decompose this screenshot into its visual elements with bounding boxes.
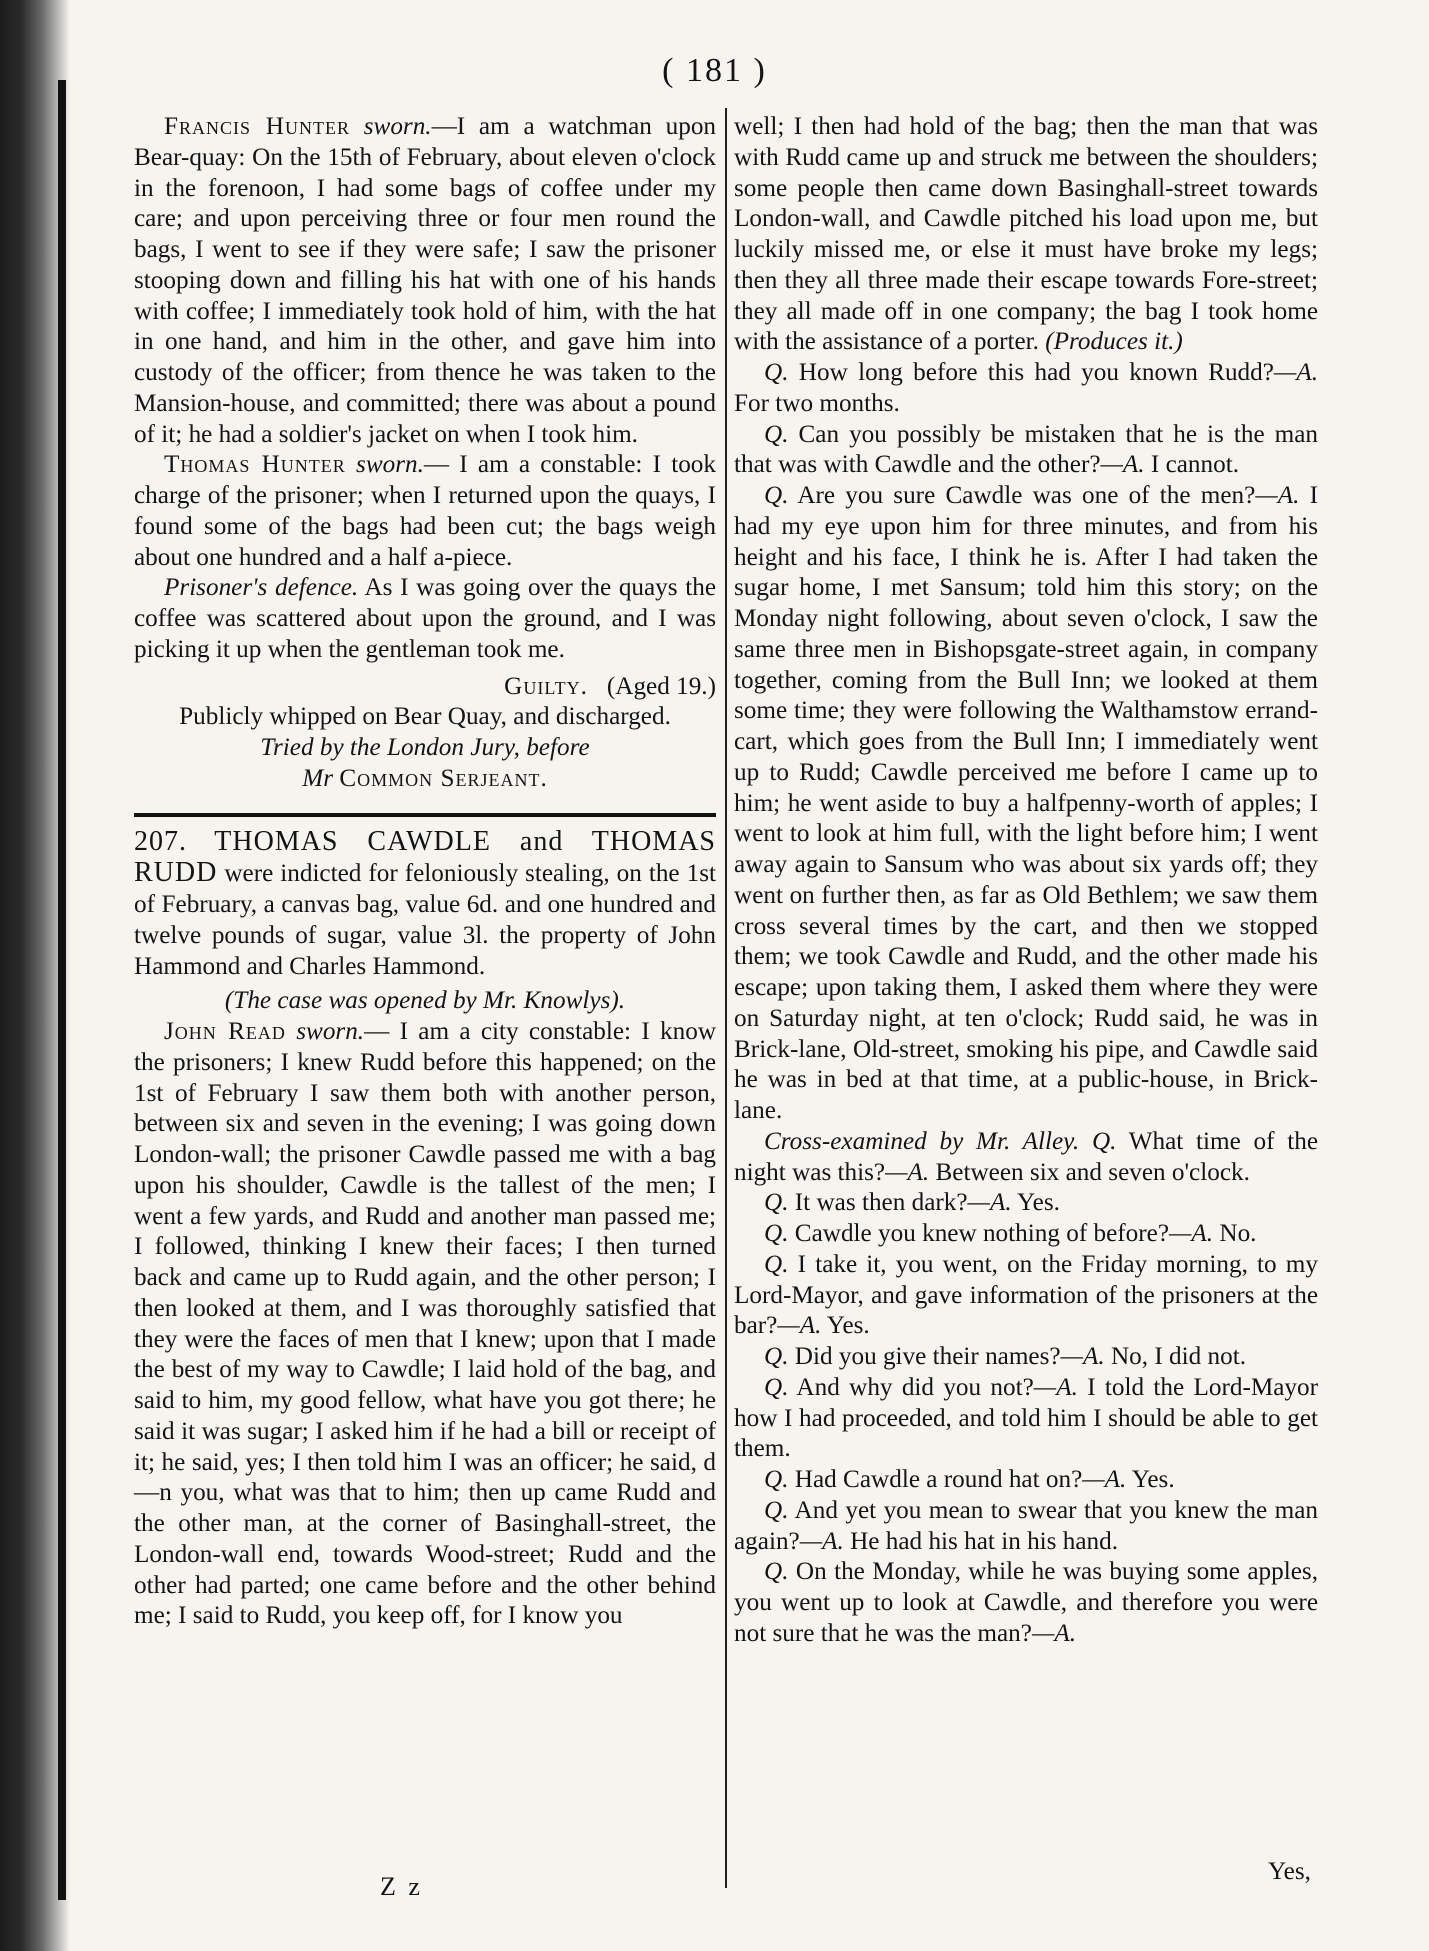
question-answer [734,1465,1318,1496]
question-answer [734,420,1318,482]
judge-line [134,764,716,795]
question-marker: Q. [764,359,789,386]
produces-note: (Produces it.) [1045,328,1183,356]
question-answer [734,481,1318,1127]
binding-edge [58,80,66,1900]
answer-marker: —A. [1033,1373,1078,1401]
answer-marker: —A. [885,1158,930,1186]
cross-examination [734,1127,1318,1189]
question-marker: Q. [764,1220,789,1247]
question-text: Can you possibly be mistaken that he is the man that was with Cawdle and the other? [734,420,1318,479]
question-marker: Q. [764,1189,789,1217]
answer-text: Yes. [1011,1189,1060,1217]
case-indictment: were indicted for feloniously stealing, on the 1st of February, a canvas bag, value 6d. and one hundred and twelve pounds of sugar, value 3l. the property of John Hammond and Charles Hammond. [134,860,716,980]
prisoner-age: (Aged 19.) [606,672,716,700]
question-marker: Q. [764,1250,789,1278]
witness-name: John Read [164,1018,286,1045]
witness-name: Francis Hunter [164,113,350,140]
signature-mark: Z z [380,1872,423,1901]
defence-text: As I was going over the quays the coffee was scattered about upon the ground, and I was picking it up when the gentleman took me. [134,574,717,663]
question-text: Are you sure Cawdle was one of the men? [788,482,1256,509]
question-text: Had Cawdle a round hat on? [788,1466,1083,1493]
answer-text: Yes. [821,1312,870,1340]
question-answer [734,1557,1318,1649]
question-text: And why did you not? [788,1373,1034,1401]
question-text: What time of the night was this? [734,1127,1318,1186]
question-marker: Q. [764,1496,789,1524]
answer-marker: —A. [799,1527,844,1555]
answer-text: I had my eye upon him for three minutes, and from his height and his face, I think he is. After I had taken the sugar home, I met Sansum; told him this story; on the Monday night following, about seven o'clock, I saw the same three men in Bishopsgate-street again, in company together, coming from the Bull Inn; we looked at them some time; they were following the Walthamstow errand-cart, which goes from the Bull Inn; I immediately went up to Rudd; Cawdle perceived me before I came up to him; he went aside to buy a halfpenny-worth of apples; I went to look at him full, with the light before him; I went away again to Sansum who was about six yards off; they went on further then, as far as Old Bethlem; we saw them cross several times by the cart, and then we stopped them; we took Cawdle and Rudd, and the other made his escape; upon taking them, I asked them where they were on Saturday night, at ten o'clock; Rudd said, he was in Brick-lane, Old-street, smoking his pipe, and Cawdle said he was in bed at that time, at a public-house, in Brick-lane. [734,482,1318,1124]
question-marker: Q. [1091,1127,1117,1155]
question-answer [734,1342,1318,1373]
question-text: Did you give their names? [788,1343,1061,1370]
question-text: And yet you mean to swear that you knew the man again? [734,1496,1318,1555]
column-divider [725,108,727,1888]
answer-marker: —A. [1255,482,1300,509]
answer-text: I cannot. [1144,451,1240,479]
sworn-label: sworn. [363,113,432,140]
case-heading [134,827,716,983]
answer-marker: —A. [1031,1619,1077,1647]
section-rule [134,813,716,817]
answer-text: For two months. [734,389,900,417]
defence-label: Prisoner's defence. [164,574,359,602]
answer-text: No, I did not. [1104,1343,1247,1370]
answer-marker: —A. [1100,451,1145,479]
verdict-line [134,672,716,703]
testimony-text: —I am a watchman upon Bear-quay: On the 15th of February, about eleven o'clock in the forenoon, I had some bags of coffee under my care; and upon perceiving three or four men round the bags, I went to see if they were safe; I saw the prisoner stooping down and filling his hat with one of his hands with coffee; I immediately took hold of him, with the hat in one hand, and him in the other, and gave him into custody of the officer; from thence he was taken to the Mansion-house, and committed; there was about a pound of it; he had a soldier's jacket on when I took him. [134,113,717,448]
question-text: It was then dark? [788,1189,968,1217]
tried-by: Tried by the London Jury, before [260,734,590,761]
testimony-continued [734,112,1318,358]
question-text: Cawdle you knew nothing of before? [788,1220,1170,1247]
left-column [134,112,716,1632]
examination-list [734,358,1318,1127]
question-text: On the Monday, while he was buying some apples, you went up to look at Cawdle, and therefore you were not sure that he was the man? [734,1558,1318,1647]
answer-marker: —A. [1060,1343,1105,1370]
question-marker: Q. [764,482,789,509]
question-marker: Q. [764,1558,789,1586]
judge-name: Common Serjeant. [339,764,548,792]
sentence: Publicly whipped on Bear Quay, and discharged. [179,703,671,731]
sworn-label: sworn. [356,451,424,479]
answer-marker: —A. [967,1189,1012,1217]
answer-text: I told the Lord-Mayor how I had proceeded, and told him I should be able to get them. [734,1373,1318,1463]
question-marker: Q. [764,1373,789,1401]
cross-examination-list [734,1188,1318,1649]
question-marker: Q. [764,420,789,448]
catchword: Yes, [1268,1858,1311,1885]
testimony-text: well; I then had hold of the bag; then the man that was with Rudd came up and struck me between the shoulders; some people then came down Basinghall-street towards London-wall, and Cawdle pitched his load upon me, but luckily missed me, or else it must have broke my legs; then they all three made their escape towards Fore-street; they all made off in one company; the bag I took home with the assistance of a porter. [734,113,1318,356]
testimony-text: — I am a constable: I took charge of the prisoner; when I returned upon the quays, I found some of the bags had been cut; the bags weigh about one hundred and a half a-piece. [134,451,716,571]
answer-text: No. [1213,1220,1257,1247]
question-answer [734,1188,1318,1219]
cross-label: Cross-examined by Mr. Alley. [764,1127,1080,1155]
case-number: 207. [134,825,187,857]
case-opened: (The case was opened by Mr. Knowlys). [224,987,626,1015]
page-number: ( 181 ) [662,52,767,89]
question-answer [734,1496,1318,1558]
answer-text: Between six and seven o'clock. [929,1158,1250,1186]
testimony-john-read [134,1017,716,1632]
question-answer [734,1250,1318,1342]
answer-marker: —A. [777,1312,822,1340]
question-marker: Q. [764,1343,789,1370]
verdict: Guilty. [504,672,588,700]
question-text: How long before this had you known Rudd? [788,359,1274,386]
question-answer [734,1373,1318,1465]
answer-marker: —A. [1169,1220,1214,1247]
right-column [734,112,1318,1650]
answer-text: Yes. [1126,1466,1175,1493]
question-answer [734,358,1318,420]
testimony-francis-hunter [134,112,716,450]
testimony-thomas-hunter [134,450,716,573]
answer-marker: —A. [1273,359,1318,386]
answer-marker: —A. [1082,1466,1127,1493]
question-text: I take it, you went, on the Friday morning, to my Lord-Mayor, and gave information of the prisoners at the bar? [734,1250,1318,1340]
testimony-text: — I am a city constable: I know the prisoners; I knew Rudd before this happened; on the 1st of February I saw them both with another person, between six and seven in the evening; I was going down London-wall; the prisoner Cawdle passed me with a bag upon his shoulder, Cawdle is the tallest of the men; I went a few yards, and Rudd and another man passed me; I followed, thinking I knew their faces; I then turned back and came up to Rudd again, and the other person; I then looked at them, and I was thoroughly satisfied that they were the faces of men that I knew; upon that I made the best of my way to Cawdle; I laid hold of the bag, and said to him, my good fellow, what have you got there; he said it was sugar; I asked him if he had a bill or receipt of it; he said, yes; I then told him I was an officer; he said, d—n you, what was that to him; then up came Rudd and the other man, at the corner of Basinghall-street, the London-wall end, towards Wood-street; Rudd and the other had parted; one came before and the other behind me; I said to Rudd, you keep off, for I know you [134,1018,717,1630]
sworn-label: sworn. [296,1018,365,1045]
witness-name: Thomas Hunter [164,451,346,479]
judge-prefix: Mr [302,764,334,792]
prisoner-defence [134,573,716,665]
question-answer [734,1219,1318,1250]
case-defendants: THOMAS CAWDLE and THOMAS RUDD [134,825,716,889]
answer-text: He had his hat in his hand. [843,1527,1119,1555]
question-marker: Q. [764,1466,789,1493]
